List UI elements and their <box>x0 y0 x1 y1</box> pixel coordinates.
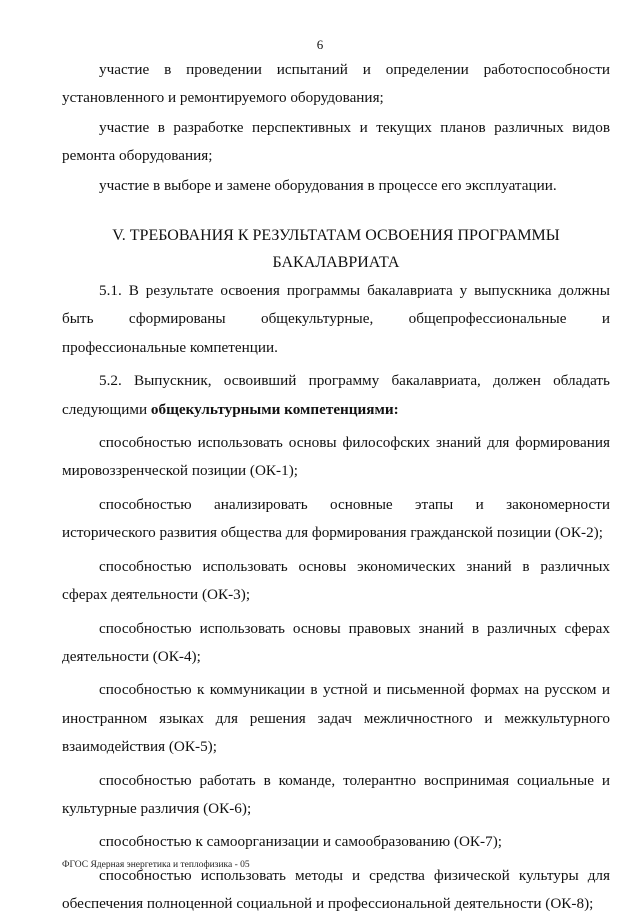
paragraph-5-1: 5.1. В результате освоения программы бакалавриата у выпускника должны быть сформированы общекультурные, общепрофессиональные и профессиональные компетенции. <box>62 282 610 356</box>
document-body <box>62 56 610 919</box>
competency-item: способностью к коммуникации в устной и письменной формах на русском и иностранном языках для решения задач межличностного и межкультурного взаимодействия (ОК-5); <box>62 681 610 756</box>
paragraph-5-2-bold: общекультурными компетенциями: <box>150 400 399 418</box>
competency-item: способностью использовать основы философских знаний для формирования мировоззренческой позиции (ОК-1); <box>62 434 610 480</box>
competency-item: способностью использовать основы экономических знаний в различных сферах деятельности (ОК-3); <box>62 557 610 604</box>
section-heading-line-1: V. ТРЕБОВАНИЯ К РЕЗУЛЬТАТАМ ОСВОЕНИЯ ПРОГРАММЫ <box>112 227 560 245</box>
intro-item: участие в выборе и замене оборудования в процессе его эксплуатации. <box>99 176 557 194</box>
paragraph-5-2 <box>62 367 610 424</box>
competency-item: способностью работать в команде, толерантно воспринимая социальные и культурные различия (ОК-6); <box>62 771 610 817</box>
section-heading-line-2: БАКАЛАВРИАТА <box>272 254 400 272</box>
competency-item: способностью использовать методы и средства физической культуры для обеспечения полноценной социальной и профессиональной деятельности (ОК-8); <box>62 866 610 913</box>
competency-item: способностью к самоорганизации и самообразованию (ОК-7); <box>99 833 502 851</box>
paragraph-5-2-text: 5.2. Выпускник, освоивший программу бакалавриата, должен обладать следующими <box>62 372 610 418</box>
page-footer: ФГОС Ядерная энергетика и теплофизика - 05 <box>62 860 250 870</box>
competency-item: способностью анализировать основные этапы и закономерности исторического развития общества для формирования гражданской позиции (ОК-2); <box>62 495 610 542</box>
section-heading <box>62 222 610 276</box>
intro-item: участие в разработке перспективных и текущих планов различных видов ремонта оборудования; <box>62 118 610 165</box>
page-number: 6 <box>316 37 324 52</box>
intro-item: участие в проведении испытаний и определении работоспособности установленного и ремонтируемого оборудования; <box>62 61 610 107</box>
competency-item: способностью использовать основы правовых знаний в различных сферах деятельности (ОК-4); <box>62 619 610 665</box>
